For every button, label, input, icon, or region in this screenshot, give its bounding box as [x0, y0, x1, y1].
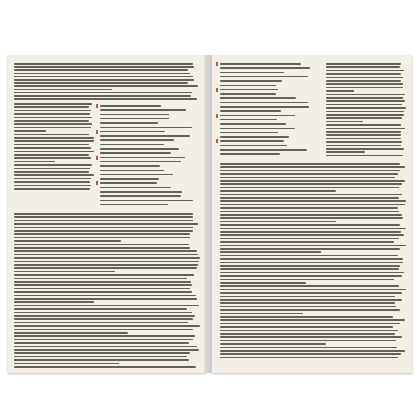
text-line: [14, 227, 193, 229]
text-line: [326, 134, 401, 136]
paragraph-mark: [96, 104, 98, 108]
text-line: [14, 349, 199, 351]
text-line: [220, 89, 278, 91]
text-line: [14, 63, 193, 65]
text-line: [14, 120, 89, 122]
text-line: [220, 149, 307, 151]
paragraph-mark: [216, 62, 218, 66]
text-line: [220, 309, 400, 311]
text-line: [220, 85, 276, 87]
text-line: [220, 313, 303, 315]
text-line: [14, 174, 94, 176]
text-line: [14, 244, 189, 246]
text-line: [14, 342, 189, 344]
text-line: [220, 132, 278, 134]
text-line: [14, 295, 196, 297]
text-line: [14, 157, 91, 159]
text-line: [14, 335, 195, 337]
text-line: [100, 152, 171, 154]
text-line: [100, 200, 193, 202]
paragraph-mark: [96, 130, 98, 134]
text-line: [326, 131, 401, 133]
text-line: [220, 289, 406, 291]
text-line: [220, 197, 399, 199]
text-line: [14, 134, 89, 136]
text-line: [14, 164, 92, 166]
text-line: [100, 174, 173, 176]
text-line: [326, 77, 403, 79]
text-line: [100, 204, 168, 206]
text-line: [326, 114, 404, 116]
text-line: [14, 363, 119, 365]
text-line: [14, 82, 188, 84]
text-line: [220, 180, 405, 182]
text-line: [220, 204, 405, 206]
text-line: [14, 117, 92, 119]
text-line: [14, 130, 46, 132]
text-line: [14, 352, 190, 354]
text-line: [220, 333, 395, 335]
text-line: [220, 217, 403, 219]
text-line: [14, 288, 190, 290]
text-line: [326, 121, 363, 123]
text-line: [14, 168, 90, 170]
text-line: [14, 181, 90, 183]
text-line: [14, 223, 198, 225]
text-line: [326, 111, 404, 113]
text-line: [220, 140, 284, 142]
text-line: [14, 322, 188, 324]
text-line: [220, 248, 400, 250]
text-line: [220, 200, 406, 202]
text-line: [14, 220, 193, 222]
text-line: [14, 144, 89, 146]
text-line: [220, 187, 399, 189]
text-line: [14, 315, 195, 317]
text-line: [220, 80, 282, 82]
text-line: [100, 178, 159, 180]
text-line: [14, 339, 193, 341]
text-line: [14, 110, 91, 112]
text-line: [14, 308, 187, 310]
text-line: [100, 139, 174, 141]
text-line: [326, 155, 403, 157]
text-line: [326, 128, 405, 130]
text-line: [220, 350, 405, 352]
text-line: [14, 237, 190, 239]
text-line: [326, 73, 401, 75]
text-line: [100, 127, 192, 129]
right-verse-block: [220, 63, 320, 158]
text-line: [220, 163, 400, 165]
text-line: [100, 122, 158, 124]
text-line: [220, 102, 308, 104]
text-line: [220, 97, 296, 99]
text-line: [14, 95, 191, 97]
text-line: [14, 312, 192, 314]
left-commentary-side: [14, 103, 94, 191]
text-line: [14, 151, 94, 153]
text-line: [14, 261, 199, 263]
text-line: [100, 131, 165, 133]
text-line: [220, 173, 398, 175]
paragraph-mark: [216, 88, 218, 92]
text-line: [220, 190, 336, 192]
text-line: [326, 104, 402, 106]
text-line: [14, 85, 198, 87]
text-line: [326, 117, 402, 119]
text-line: [220, 265, 400, 267]
text-line: [14, 247, 190, 249]
text-line: [220, 224, 400, 226]
text-line: [220, 340, 396, 342]
text-line: [14, 73, 190, 75]
text-line: [14, 278, 187, 280]
text-line: [220, 106, 309, 108]
text-line: [14, 366, 196, 368]
left-verse-block: [100, 105, 200, 208]
text-line: [326, 138, 401, 140]
text-line: [14, 147, 91, 149]
text-line: [14, 89, 112, 91]
text-line: [220, 316, 393, 318]
text-line: [326, 100, 405, 102]
text-line: [220, 330, 398, 332]
text-line: [14, 291, 192, 293]
text-line: [14, 106, 89, 108]
text-line: [220, 279, 394, 281]
text-line: [100, 195, 181, 197]
text-line: [14, 213, 193, 215]
text-line: [14, 325, 200, 327]
text-line: [220, 234, 404, 236]
text-line: [100, 187, 171, 189]
paragraph-mark: [216, 114, 218, 118]
text-line: [326, 80, 401, 82]
left-commentary-bottom: [14, 213, 200, 369]
right-page: [212, 55, 412, 373]
text-line: [326, 94, 405, 96]
text-line: [220, 211, 399, 213]
text-line: [14, 171, 89, 173]
text-line: [220, 285, 399, 287]
text-line: [220, 319, 405, 321]
text-line: [14, 281, 191, 283]
text-line: [220, 323, 400, 325]
right-commentary-bottom: [220, 163, 406, 360]
text-line: [220, 292, 402, 294]
text-line: [14, 240, 121, 242]
text-line: [100, 182, 157, 184]
text-line: [14, 356, 187, 358]
text-line: [220, 275, 402, 277]
text-line: [100, 161, 181, 163]
text-line: [220, 166, 405, 168]
text-line: [220, 282, 306, 284]
text-line: [326, 97, 403, 99]
text-line: [14, 346, 197, 348]
paragraph-mark: [96, 156, 98, 160]
text-line: [14, 76, 193, 78]
text-line: [14, 233, 190, 235]
text-line: [14, 267, 197, 269]
text-line: [14, 66, 194, 68]
text-line: [220, 177, 395, 179]
text-line: [14, 137, 94, 139]
text-line: [220, 302, 395, 304]
text-line: [220, 123, 286, 125]
text-line: [14, 284, 192, 286]
text-line: [220, 299, 402, 301]
text-line: [14, 271, 115, 273]
text-line: [14, 264, 198, 266]
text-line: [14, 98, 197, 100]
text-line: [14, 332, 128, 334]
text-line: [220, 255, 398, 257]
text-line: [100, 144, 164, 146]
text-line: [100, 170, 164, 172]
text-line: [326, 83, 403, 85]
text-line: [326, 70, 404, 72]
text-line: [14, 185, 91, 187]
text-line: [220, 207, 398, 209]
left-page: [8, 55, 206, 373]
paragraph-mark: [216, 139, 218, 143]
text-line: [220, 228, 406, 230]
text-line: [326, 124, 401, 126]
text-line: [220, 245, 406, 247]
text-line: [220, 115, 295, 117]
text-line: [220, 67, 310, 69]
text-line: [326, 151, 365, 153]
text-line: [220, 353, 401, 355]
text-line: [14, 123, 92, 125]
text-line: [220, 110, 281, 112]
text-line: [14, 113, 90, 115]
text-line: [14, 92, 192, 94]
text-line: [220, 231, 401, 233]
left-commentary-top: [14, 63, 200, 101]
text-line: [220, 63, 301, 65]
text-line: [14, 103, 92, 105]
text-line: [220, 306, 396, 308]
text-line: [14, 154, 89, 156]
text-line: [220, 262, 403, 264]
text-line: [220, 136, 289, 138]
text-line: [14, 305, 199, 307]
text-line: [14, 79, 194, 81]
text-line: [100, 191, 182, 193]
text-line: [14, 257, 200, 259]
text-line: [220, 268, 399, 270]
text-line: [220, 272, 404, 274]
text-line: [326, 145, 401, 147]
text-line: [14, 359, 189, 361]
text-line: [220, 183, 402, 185]
text-line: [220, 119, 277, 121]
text-line: [14, 298, 197, 300]
text-line: [326, 90, 354, 92]
text-line: [14, 69, 188, 71]
text-line: [220, 93, 276, 95]
text-line: [220, 241, 394, 243]
text-line: [220, 357, 398, 359]
text-line: [326, 141, 402, 143]
text-line: [14, 230, 193, 232]
text-line: [220, 347, 397, 349]
text-line: [326, 63, 401, 65]
text-line: [220, 221, 336, 223]
text-line: [220, 170, 400, 172]
text-line: [100, 114, 169, 116]
text-line: [100, 135, 190, 137]
text-line: [220, 251, 321, 253]
text-line: [100, 165, 160, 167]
text-line: [14, 254, 198, 256]
text-line: [100, 148, 179, 150]
text-line: [220, 343, 326, 345]
text-line: [14, 188, 90, 190]
text-line: [326, 66, 400, 68]
text-line: [220, 145, 287, 147]
text-line: [220, 326, 393, 328]
paragraph-mark: [96, 181, 98, 185]
text-line: [14, 274, 194, 276]
text-line: [14, 140, 94, 142]
text-line: [220, 296, 395, 298]
text-line: [14, 127, 91, 129]
text-line: [220, 214, 402, 216]
text-line: [14, 216, 193, 218]
text-line: [220, 194, 402, 196]
text-line: [220, 258, 403, 260]
text-line: [326, 87, 403, 89]
text-line: [220, 72, 284, 74]
text-line: [100, 157, 185, 159]
text-line: [220, 153, 280, 155]
text-line: [100, 109, 186, 111]
text-line: [326, 148, 404, 150]
text-line: [14, 318, 193, 320]
text-line: [220, 238, 399, 240]
right-commentary-side: [326, 63, 406, 158]
text-line: [14, 301, 94, 303]
text-line: [14, 250, 197, 252]
text-line: [220, 128, 295, 130]
text-line: [14, 161, 55, 163]
text-line: [100, 105, 161, 107]
text-line: [100, 118, 169, 120]
text-line: [220, 336, 402, 338]
text-line: [326, 107, 406, 109]
text-line: [14, 329, 193, 331]
text-line: [14, 178, 91, 180]
text-line: [220, 76, 308, 78]
